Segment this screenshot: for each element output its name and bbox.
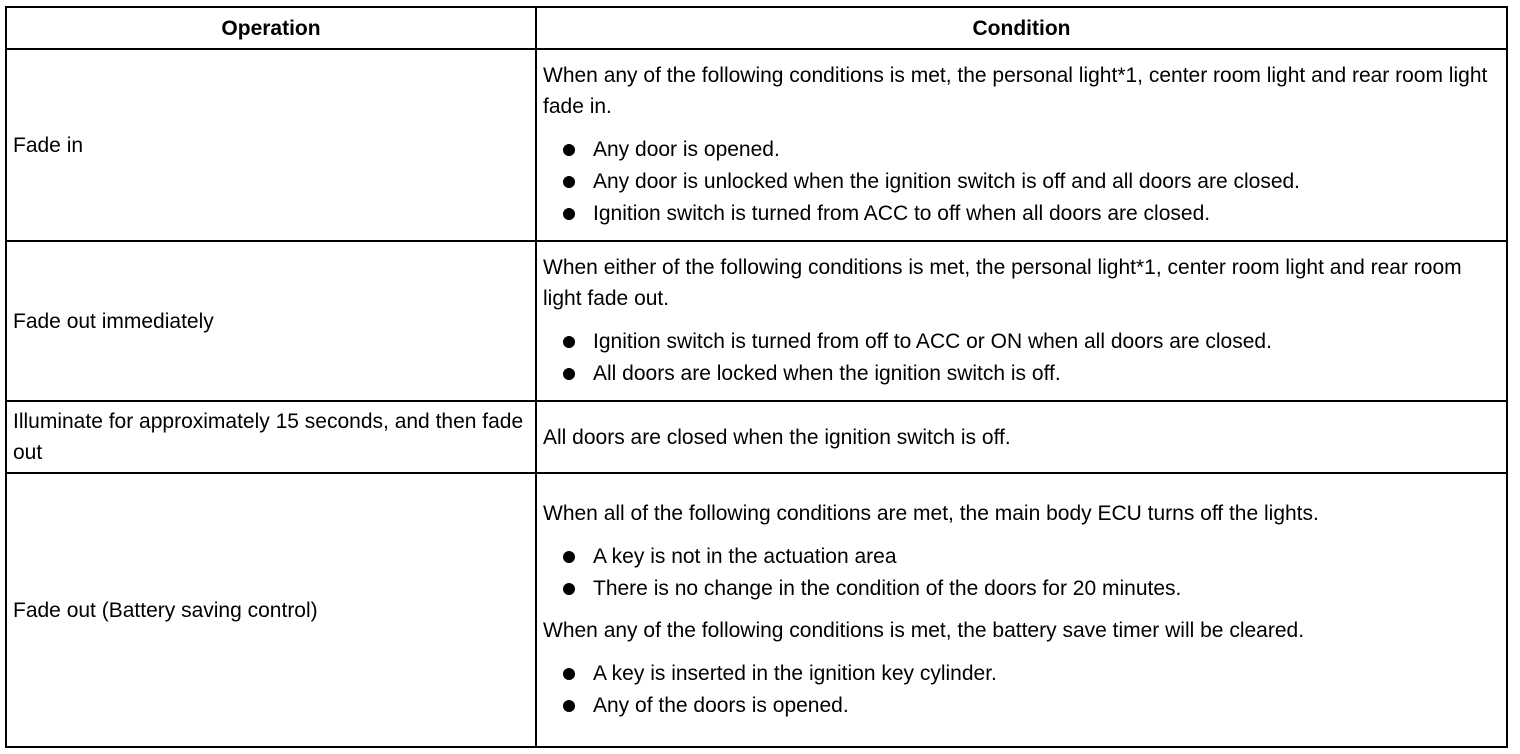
condition-cell (536, 473, 1507, 747)
bullet-icon (563, 368, 575, 380)
condition-intro: When any of the following conditions is met, the battery save timer will be cleared. (543, 619, 1305, 642)
bullet-icon (563, 176, 575, 188)
list-item (563, 358, 1500, 390)
operation-cell: Illuminate for approximately 15 seconds, and then fade out (6, 401, 536, 473)
list-item (563, 166, 1500, 198)
condition-cell (536, 49, 1507, 241)
bullet-icon (563, 668, 575, 680)
list-item-text: Ignition switch is turned from ACC to off when all doors are closed. (593, 202, 1211, 225)
header-operation: Operation (6, 7, 536, 49)
condition-list (543, 541, 1500, 605)
bullet-icon (563, 700, 575, 712)
list-item (563, 326, 1500, 358)
condition-intro: When all of the following conditions are met, the main body ECU turns off the lights. (543, 502, 1319, 525)
condition-list (543, 134, 1500, 230)
list-item-text: All doors are locked when the ignition switch is off. (593, 362, 1061, 385)
list-item-text: Ignition switch is turned from off to ACC or ON when all doors are closed. (593, 330, 1272, 353)
table-row (6, 49, 1507, 241)
condition-list (543, 326, 1500, 390)
bullet-icon (563, 583, 575, 595)
list-item-text: A key is not in the actuation area (593, 545, 897, 568)
condition-intro: All doors are closed when the ignition switch is off. (543, 425, 1011, 449)
bullet-icon (563, 336, 575, 348)
list-item (563, 690, 1500, 722)
operation-cell: Fade out (Battery saving control) (6, 473, 536, 747)
list-item (563, 658, 1500, 690)
table-row (6, 241, 1507, 401)
table-header-row (6, 7, 1507, 49)
bullet-icon (563, 208, 575, 220)
bullet-icon (563, 551, 575, 563)
list-item-text: Any door is opened. (593, 138, 780, 161)
operation-cell: Fade out immediately (6, 241, 536, 401)
bullet-icon (563, 144, 575, 156)
list-item-text: Any of the doors is opened. (593, 694, 849, 717)
list-item-text: Any door is unlocked when the ignition switch is off and all doors are closed. (593, 170, 1301, 193)
list-item (563, 198, 1500, 230)
list-item (563, 573, 1500, 605)
spacer (543, 605, 1500, 615)
condition-list (543, 658, 1500, 722)
condition-cell (536, 401, 1507, 473)
list-item-text: A key is inserted in the ignition key cylinder. (593, 662, 997, 685)
table-row (6, 473, 1507, 747)
header-condition: Condition (536, 7, 1507, 49)
operation-condition-table (5, 6, 1508, 748)
condition-intro: When any of the following conditions is met, the personal light*1, center room light and rear room light fade in. (543, 64, 1488, 118)
list-item (563, 541, 1500, 573)
list-item (563, 134, 1500, 166)
condition-intro: When either of the following conditions is met, the personal light*1, center room light and rear room light fade out. (543, 256, 1462, 310)
list-item-text: There is no change in the condition of the doors for 20 minutes. (593, 577, 1182, 600)
operation-cell: Fade in (6, 49, 536, 241)
condition-cell (536, 241, 1507, 401)
table-row (6, 401, 1507, 473)
